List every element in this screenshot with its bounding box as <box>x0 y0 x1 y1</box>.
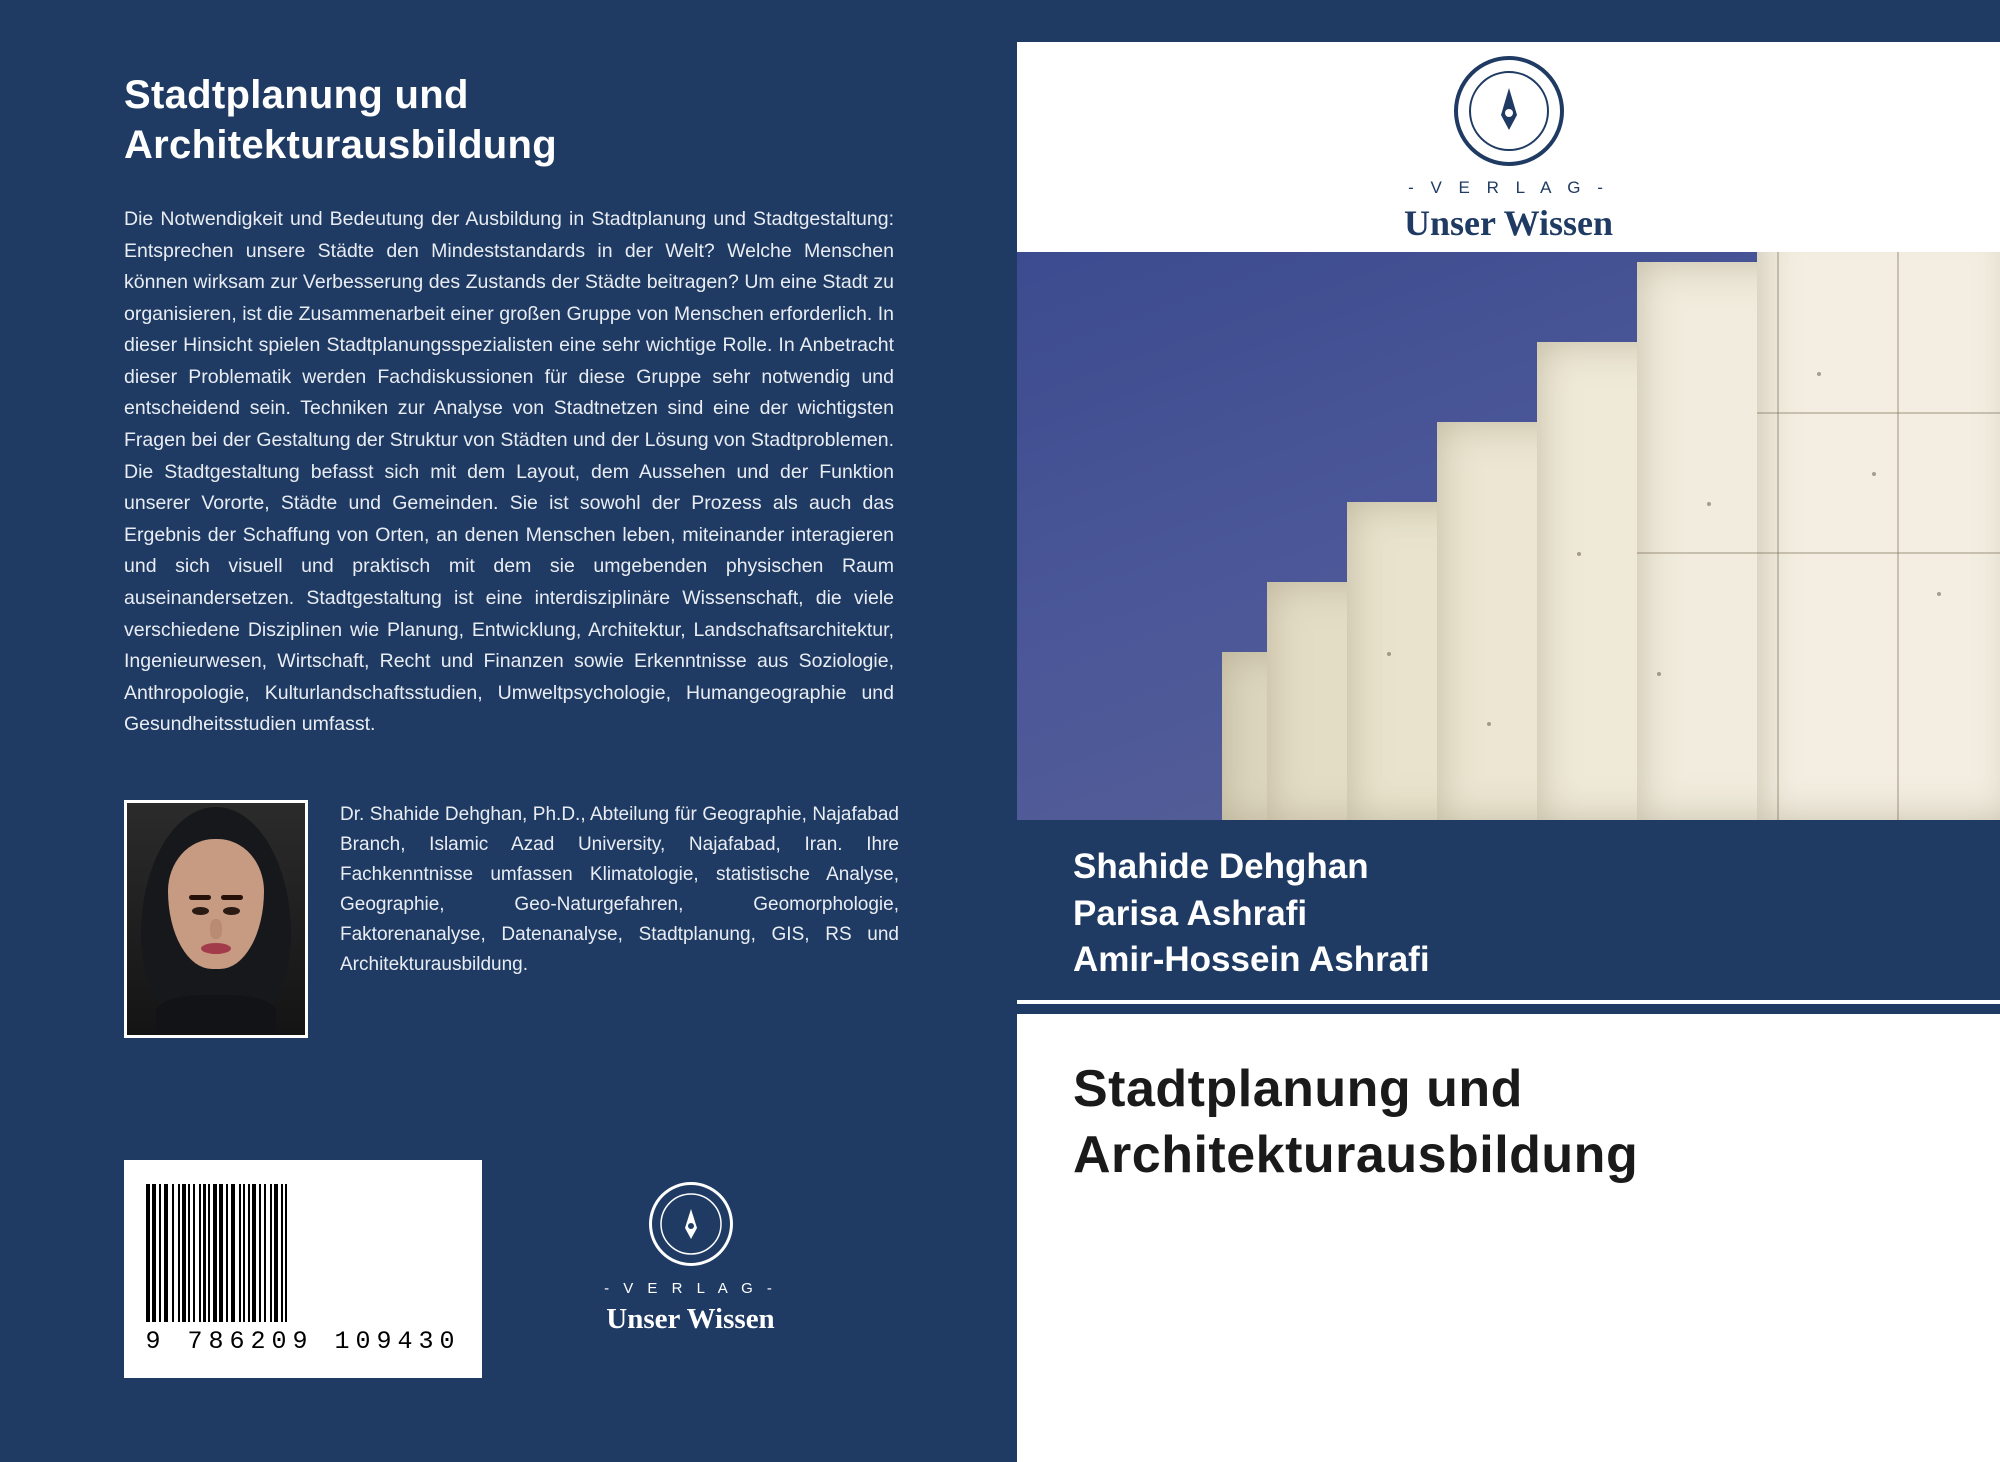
author-bio-text: Dr. Shahide Dehghan, Ph.D., Abteilung für Geographie, Najafabad Branch, Islamic Azad University, Najafabad, Iran. Ihre Fachkenntnisse umfassen Klimatologie, statistische Analyse, Geographie, Geo-Naturgefahren, Geomorphologie, Faktorenanalyse, Datenanalyse, Stadtplanung, GIS, RS und Architekturausbildung. <box>340 804 899 976</box>
back-cover-footer <box>124 1160 899 1378</box>
author-name-2: Parisa Ashrafi <box>1073 893 1308 933</box>
back-cover-panel <box>0 0 995 1462</box>
front-cover-title: Stadtplanung und Architekturausbildung <box>1073 1060 1639 1185</box>
front-publisher-block <box>1017 42 2000 252</box>
cover-photograph <box>1017 252 2000 820</box>
author-portrait-photo <box>124 800 308 1038</box>
back-cover-text-block <box>124 70 894 741</box>
author-name-3: Amir-Hossein Ashrafi <box>1073 940 1430 980</box>
publisher-verlag-label: - V E R L A G - <box>604 1280 777 1297</box>
barcode-bars <box>146 1184 460 1322</box>
author-name-1: Shahide Dehghan <box>1073 847 1369 886</box>
back-cover-blurb: Die Notwendigkeit und Bedeutung der Ausbildung in Stadtplanung und Stadtgestaltung: Entsprechen unsere Städte den Mindeststandards in der Welt? Welche Menschen können wirksam zur Verbesserung des Zustands der Städte beitragen? Um eine Stadt zu organisieren, ist die Zusammenarbeit einer großen Gruppe von Menschen erforderlich. In dieser Hinsicht spielen Stadtplanungsspezialisten eine sehr wichtige Rolle. In Anbetracht dieser Problematik werden Fachdiskussionen für diese Gruppe sehr notwendig und entscheidend sein. Techniken zur Analyse von Stadtnetzen sind eine der wichtigsten Fragen bei der Gestaltung der Struktur von Städten und der Lösung von Stadtproblemen. Die Stadtgestaltung befasst sich mit dem Layout, dem Aussehen und der Funktion unserer Vororte, Städte und Gemeinden. Sie ist sowohl der Prozess als auch das Ergebnis der Schaffung von Orten, an denen Menschen leben, miteinander interagieren und sich visuell und praktisch mit dem sie umgebenden physischen Raum auseinandersetzen. Stadtgestaltung ist eine interdisziplinäre Wissenschaft, die viele verschiedene Disziplinen wie Planung, Entwicklung, Architektur, Landschaftsarchitektur, Ingenieurwesen, Wirtschaft, Recht und Finanzen sowie Erkenntnisse aus Soziologie, Anthropologie, Kulturlandschaftsstudien, Umweltpsychologie, Humangeographie und Gesundheitsstudien umfasst. <box>124 208 894 736</box>
back-publisher-logo-block <box>482 1160 899 1336</box>
front-cover-panel <box>1017 0 2000 1462</box>
front-verlag-label: - V E R L A G - <box>1408 178 1609 197</box>
isbn-barcode <box>124 1160 482 1378</box>
front-cover-divider <box>1017 1004 2000 1014</box>
building-step <box>1757 252 2000 820</box>
publisher-name: Unser Wissen <box>606 1303 775 1335</box>
isbn-number: 9 786209 109430 <box>145 1327 461 1356</box>
publisher-pen-icon-front <box>1454 56 1564 166</box>
book-spine <box>995 0 1017 1462</box>
front-cover-top-bar <box>1017 0 2000 42</box>
author-bio-block <box>124 800 899 1038</box>
publisher-pen-icon <box>649 1182 733 1266</box>
front-cover-authors <box>1017 820 2000 1000</box>
front-publisher-name: Unser Wissen <box>1403 203 1614 243</box>
back-cover-title: Stadtplanung und Architekturausbildung <box>124 73 557 167</box>
